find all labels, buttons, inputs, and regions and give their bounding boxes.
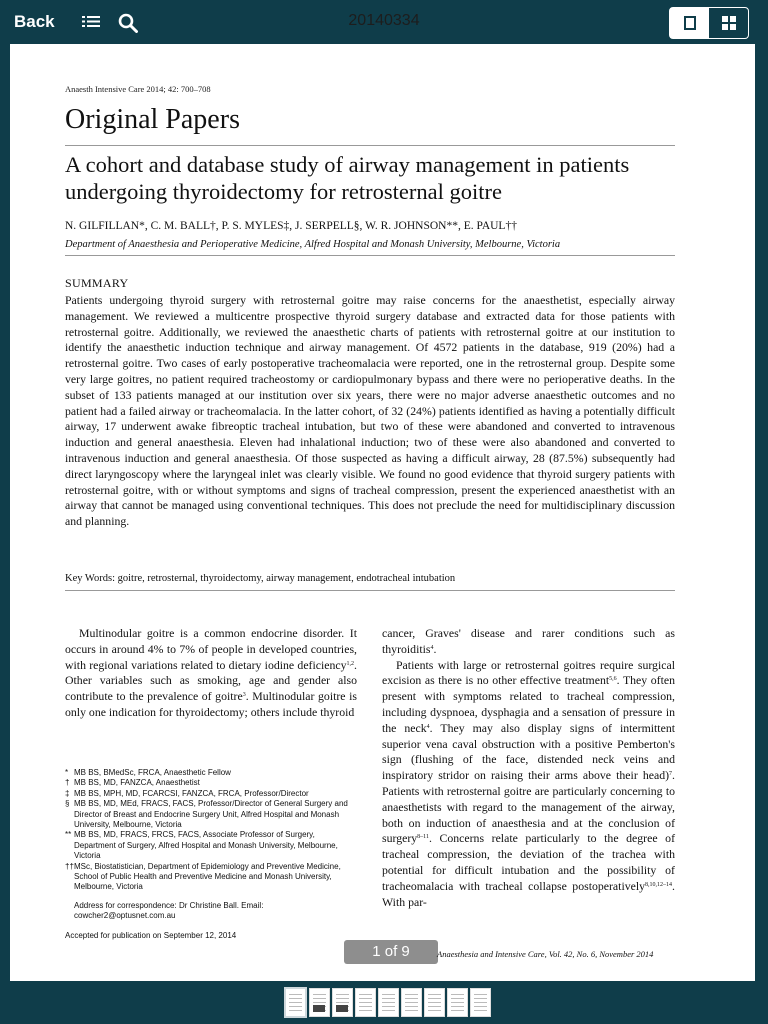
page-thumbnail-9[interactable]: [470, 988, 491, 1017]
top-toolbar: [0, 0, 768, 44]
back-button[interactable]: Back: [14, 12, 55, 31]
single-page-icon: [684, 16, 696, 30]
footnote: †† MSc, Biostatistician, Department of Epidemiology and Preventive Medicine, School of Public Health and Preventive Medicine and Monash University, Melbourne, Victoria: [65, 861, 341, 892]
grid-icon: [722, 16, 736, 30]
divider: [65, 145, 675, 146]
body-paragraph: Multinodular goitre is a common endocrine disorder. It occurs in around 4% to 7% of people in developed countries, with regional variations related to dietary iodine deficiency$^{1,2}$. Other variables such as smoking, age and gender also contribute to the prevalence of goitre$^3$. Multinodular goitre is only one indication for thyroidectomy; others include thyroid: [65, 626, 357, 719]
section-title: Original Papers: [65, 104, 240, 135]
body-column-right: [382, 626, 675, 910]
page-thumbnail-2[interactable]: [309, 988, 330, 1017]
view-mode-toggle: [669, 7, 749, 39]
page-thumbnail-6[interactable]: [401, 988, 422, 1017]
page-thumbnail-1[interactable]: [284, 987, 307, 1018]
grid-view-button[interactable]: [709, 8, 748, 38]
affiliation: Department of Anaesthesia and Perioperative Medicine, Alfred Hospital and Monash University, Melbourne, Victoria: [65, 239, 561, 250]
page-thumbnail-3[interactable]: [332, 988, 353, 1017]
divider: [65, 255, 675, 256]
citation: Anaesth Intensive Care 2014; 42: 700–708: [65, 84, 211, 94]
page-thumbnails: [284, 988, 491, 1018]
accepted-date: Accepted for publication on September 12, 2014: [65, 930, 237, 940]
document-page[interactable]: [10, 44, 755, 981]
thumbnail-bar: [0, 981, 768, 1024]
page-thumbnail-8[interactable]: [447, 988, 468, 1017]
page-thumbnail-5[interactable]: [378, 988, 399, 1017]
footnote: § MB BS, MD, MEd, FRACS, FACS, Professor/Director of General Surgery and Director of Breast and Endocrine Surgery Unit, Alfred Hospital and Monash University, Melbourne, Victoria: [65, 799, 348, 830]
body-column-left: [65, 626, 357, 721]
single-page-view-button[interactable]: [670, 8, 709, 38]
body-paragraph: cancer, Graves' disease and rarer conditions such as thyroiditis$^4$.: [382, 626, 675, 656]
body-paragraph: Patients with large or retrosternal goitres require surgical excision as there is no other effective treatment$^{5,6}$. They often present with symptoms related to tracheal compression, including dyspnoea, dysphagia and a sensation of pressure in the neck$^4$. They may also display signs of intermittent superior vena caval obstruction with a positive Pemberton's sign (flushing of the face, distended neck veins and inspiratory stridor on raising their arms above their head)$^7$. Patients with retrosternal goitre are particularly concerning to anaesthetists with regard to the management of the airway, both on induction of anaesthesia and at the conclusion of surgery$^{8-11}$. Concerns relate particularly to the degree of tracheal compression, the deviation of the trachea with potential for difficult intubation and the possibility of tracheomalacia with tracheal collapse postoperatively$^{8,10,12-14}$. With par-: [382, 657, 675, 909]
document-title: 20140334: [348, 12, 420, 29]
footnote: ‡ MB BS, MPH, MD, FCARCSI, FANZCA, FRCA, Professor/Director: [65, 788, 309, 798]
keywords: Key Words: goitre, retrosternal, thyroidectomy, airway management, endotracheal intubation: [65, 573, 456, 584]
correspondence-address: Address for correspondence: Dr Christine Ball. Email: cowcher2@optusnet.com.au: [74, 900, 264, 921]
footnote: * MB BS, BMedSc, FRCA, Anaesthetic Fellow: [65, 768, 231, 777]
article-title: A cohort and database study of airway management in patients undergoing thyroidectomy for retrosternal goitre: [65, 152, 630, 204]
page-indicator: 1 of 9: [344, 940, 438, 964]
authors: N. GILFILLAN*, C. M. BALL†, P. S. MYLES‡, J. SERPELL§, W. R. JOHNSON**, E. PAUL††: [65, 220, 517, 232]
journal-footer: Anaesthesia and Intensive Care, Vol. 42, No. 6, November 2014: [437, 949, 654, 959]
divider: [65, 590, 675, 591]
author-footnotes: [65, 768, 357, 941]
footnote: † MB BS, MD, FANZCA, Anaesthetist: [65, 778, 200, 788]
page-thumbnail-7[interactable]: [424, 988, 445, 1017]
summary-heading: SUMMARY: [65, 276, 129, 290]
summary-text: Patients undergoing thyroid surgery with retrosternal goitre may raise concerns for the anaesthetist, especially airway management. We reviewed a multicentre prospective thyroid surgery database and extracted data for those patients with retrosternal goitre. Additionally, we reviewed the anaesthetic charts of patients with retrosternal goitre at our institution to identify the anaesthetic induction technique and airway management. Of 4572 patients in the database, 919 (20%) had a retrosternal goitre. Two cases of early postoperative tracheomalacia were reported, one in the retrosternal group. Despite some very large goitres, no patient required tracheostomy or cardiopulmonary bypass and there were no perioperative deaths. In the subset of 133 patients managed at our institution over six years, there were no major adverse anaesthetic outcomes and no patient had a failed airway or tracheomalacia. In the latter cohort, of 32 (24%) patients identified as having a potentially difficult airway, 17 underwent awake fibreoptic tracheal intubation, but two of these were abandoned and converted to intravenous induction and general anaesthesia. Eleven had inhalational induction; two of these were also abandoned and converted to intravenous induction and general anaesthesia. Of those suspected as having a difficult airway, 28 (87.5%) subsequently had direct laryngoscopy where the laryngeal inlet was clearly visible. We found no good evidence that thyroid surgery patients with retrosternal goitre, with or without symptoms and signs of tracheal compression, present the experienced anaesthetist with an airway that cannot be managed using conventional techniques. This does not preclude the need for multidisciplinary discussion and planning.: [65, 293, 675, 529]
page-thumbnail-4[interactable]: [355, 988, 376, 1017]
footnote: ** MB BS, MD, FRACS, FRCS, FACS, Associate Professor of Surgery, Department of Surgery, Alfred Hospital and Monash University, Melbourne, Victoria: [65, 830, 338, 861]
